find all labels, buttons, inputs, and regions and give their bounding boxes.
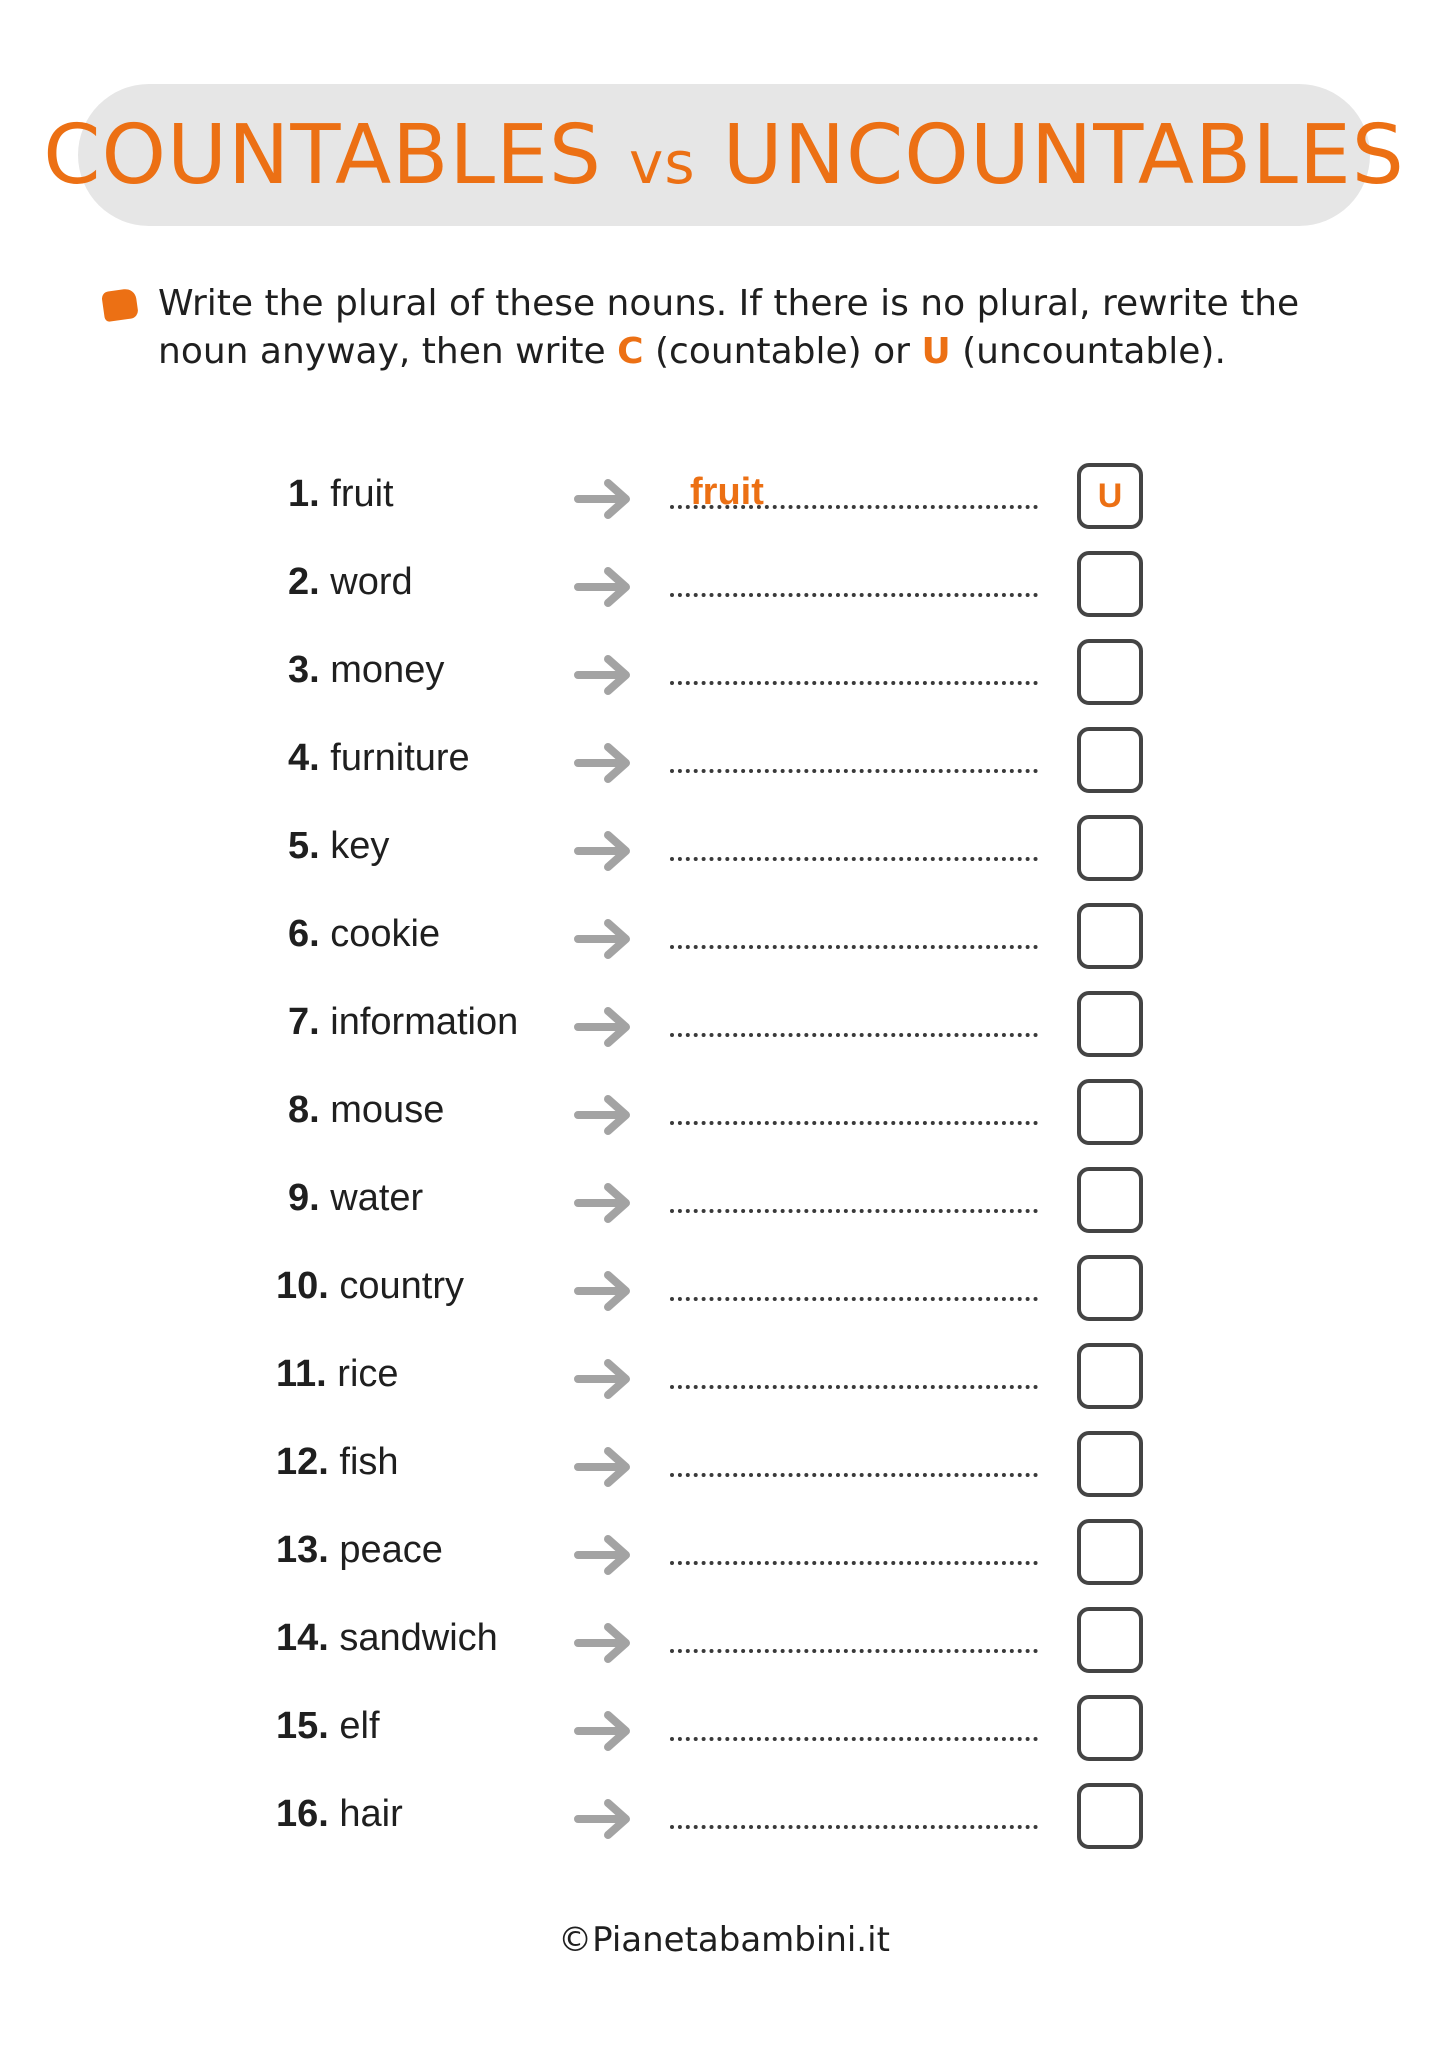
exercise-row bbox=[0, 727, 1448, 797]
noun-word: water bbox=[330, 1177, 424, 1219]
right-arrow-icon bbox=[574, 1533, 636, 1577]
cu-checkbox[interactable] bbox=[1077, 1519, 1143, 1585]
answer-line[interactable] bbox=[670, 1209, 1038, 1213]
noun-word: peace bbox=[339, 1529, 443, 1571]
noun-word: furniture bbox=[330, 737, 470, 779]
noun-label bbox=[276, 1353, 399, 1396]
item-number: 8. bbox=[288, 1089, 320, 1131]
title-banner bbox=[43, 84, 1405, 226]
noun-word: fish bbox=[339, 1441, 399, 1483]
c-letter: C bbox=[617, 331, 644, 372]
right-arrow-icon bbox=[574, 565, 636, 609]
exercise-row bbox=[0, 903, 1448, 973]
exercise-row bbox=[0, 815, 1448, 885]
item-number: 11. bbox=[276, 1353, 327, 1395]
exercise-row bbox=[0, 551, 1448, 621]
cu-checkbox[interactable] bbox=[1077, 1343, 1143, 1409]
cu-checkbox[interactable] bbox=[1077, 1783, 1143, 1849]
cu-checkbox[interactable] bbox=[1077, 1431, 1143, 1497]
right-arrow-icon bbox=[574, 1005, 636, 1049]
noun-word: cookie bbox=[330, 913, 441, 955]
exercise-row bbox=[0, 1343, 1448, 1413]
noun-label bbox=[288, 1089, 444, 1132]
noun-label bbox=[288, 737, 470, 780]
item-number: 4. bbox=[288, 737, 320, 779]
noun-word: fruit bbox=[330, 473, 394, 515]
right-arrow-icon bbox=[574, 653, 636, 697]
cu-checkbox[interactable] bbox=[1077, 1695, 1143, 1761]
answer-line[interactable] bbox=[670, 681, 1038, 685]
right-arrow-icon bbox=[574, 829, 636, 873]
item-number: 5. bbox=[288, 825, 320, 867]
cu-checkbox[interactable] bbox=[1077, 727, 1143, 793]
noun-label bbox=[276, 1441, 399, 1484]
item-number: 6. bbox=[288, 913, 320, 955]
cu-checkbox[interactable] bbox=[1077, 991, 1143, 1057]
right-arrow-icon bbox=[574, 1269, 636, 1313]
noun-label bbox=[276, 1617, 498, 1660]
exercise-row bbox=[0, 1431, 1448, 1501]
noun-word: money bbox=[330, 649, 445, 691]
exercise-row bbox=[0, 639, 1448, 709]
answer-line[interactable] bbox=[670, 769, 1038, 773]
answer-line[interactable] bbox=[670, 1121, 1038, 1125]
noun-label bbox=[288, 473, 394, 516]
cu-checkbox[interactable] bbox=[1077, 903, 1143, 969]
noun-word: elf bbox=[339, 1705, 380, 1747]
u-letter: U bbox=[921, 331, 951, 372]
noun-label bbox=[288, 1001, 518, 1044]
bullet-icon bbox=[101, 288, 139, 322]
item-number: 7. bbox=[288, 1001, 320, 1043]
exercise-row bbox=[0, 1079, 1448, 1149]
item-number: 9. bbox=[288, 1177, 320, 1219]
exercise-row bbox=[0, 1255, 1448, 1325]
noun-label bbox=[288, 1177, 423, 1220]
answer-line[interactable] bbox=[670, 593, 1038, 597]
item-number: 14. bbox=[276, 1617, 329, 1659]
noun-word: information bbox=[330, 1001, 519, 1043]
cu-checkbox[interactable] bbox=[1077, 815, 1143, 881]
answer-line[interactable] bbox=[670, 1737, 1038, 1741]
right-arrow-icon bbox=[574, 1181, 636, 1225]
answer-line[interactable] bbox=[670, 945, 1038, 949]
noun-label bbox=[276, 1529, 443, 1572]
title-uncountables: UNCOUNTABLES bbox=[722, 107, 1405, 203]
noun-word: word bbox=[330, 561, 413, 603]
answer-line[interactable] bbox=[670, 857, 1038, 861]
cu-checkbox[interactable] bbox=[1077, 639, 1143, 705]
cu-checkbox[interactable] bbox=[1077, 551, 1143, 617]
uncountable-text: (uncountable). bbox=[962, 331, 1226, 372]
right-arrow-icon bbox=[574, 1621, 636, 1665]
footer-copyright: ©Pianetabambini.it bbox=[558, 1920, 890, 1960]
exercise-row bbox=[0, 1695, 1448, 1765]
exercise-row bbox=[0, 1607, 1448, 1677]
instructions bbox=[158, 280, 1388, 376]
item-number: 15. bbox=[276, 1705, 329, 1747]
answer-text: fruit bbox=[690, 471, 764, 513]
noun-label bbox=[288, 825, 389, 868]
item-number: 16. bbox=[276, 1793, 329, 1835]
answer-line[interactable] bbox=[670, 1649, 1038, 1653]
right-arrow-icon bbox=[574, 1357, 636, 1401]
exercise-row bbox=[0, 1519, 1448, 1589]
item-number: 2. bbox=[288, 561, 320, 603]
right-arrow-icon bbox=[574, 741, 636, 785]
noun-word: hair bbox=[339, 1793, 403, 1835]
cu-checkbox[interactable] bbox=[1077, 1255, 1143, 1321]
answer-line[interactable] bbox=[670, 1561, 1038, 1565]
cu-checkbox[interactable] bbox=[1077, 1607, 1143, 1673]
right-arrow-icon bbox=[574, 1093, 636, 1137]
item-number: 1. bbox=[288, 473, 320, 515]
item-number: 12. bbox=[276, 1441, 329, 1483]
noun-word: sandwich bbox=[339, 1617, 498, 1659]
cu-checkbox[interactable] bbox=[1077, 1167, 1143, 1233]
right-arrow-icon bbox=[574, 477, 636, 521]
noun-label bbox=[276, 1793, 403, 1836]
cu-checkbox[interactable] bbox=[1077, 1079, 1143, 1145]
noun-word: country bbox=[339, 1265, 465, 1307]
item-number: 13. bbox=[276, 1529, 329, 1571]
noun-word: mouse bbox=[330, 1089, 445, 1131]
title-vs: vs bbox=[629, 128, 696, 197]
noun-label bbox=[276, 1705, 380, 1748]
title-countables: COUNTABLES bbox=[43, 107, 602, 203]
right-arrow-icon bbox=[574, 1709, 636, 1753]
noun-word: key bbox=[330, 825, 390, 867]
exercise-row bbox=[0, 1167, 1448, 1237]
right-arrow-icon bbox=[574, 1797, 636, 1841]
noun-label bbox=[288, 561, 413, 604]
answer-line[interactable] bbox=[670, 1033, 1038, 1037]
answer-line[interactable] bbox=[670, 1825, 1038, 1829]
noun-label bbox=[276, 1265, 464, 1308]
answer-line[interactable] bbox=[670, 1297, 1038, 1301]
page-title bbox=[43, 108, 1405, 203]
right-arrow-icon bbox=[574, 917, 636, 961]
right-arrow-icon bbox=[574, 1445, 636, 1489]
answer-line[interactable] bbox=[670, 1473, 1038, 1477]
exercise-row bbox=[0, 991, 1448, 1061]
countable-text: (countable) or bbox=[654, 331, 910, 372]
exercise-row bbox=[0, 463, 1448, 533]
answer-line[interactable] bbox=[670, 1385, 1038, 1389]
noun-label bbox=[288, 913, 440, 956]
item-number: 3. bbox=[288, 649, 320, 691]
noun-label bbox=[288, 649, 444, 692]
exercise-row bbox=[0, 1783, 1448, 1853]
noun-word: rice bbox=[337, 1353, 399, 1395]
instructions-text: Write the plural of these nouns. If there is no plural, rewrite the noun anyway, then write bbox=[158, 283, 1300, 372]
item-number: 10. bbox=[276, 1265, 329, 1307]
cu-checkbox[interactable]: U bbox=[1077, 463, 1143, 529]
